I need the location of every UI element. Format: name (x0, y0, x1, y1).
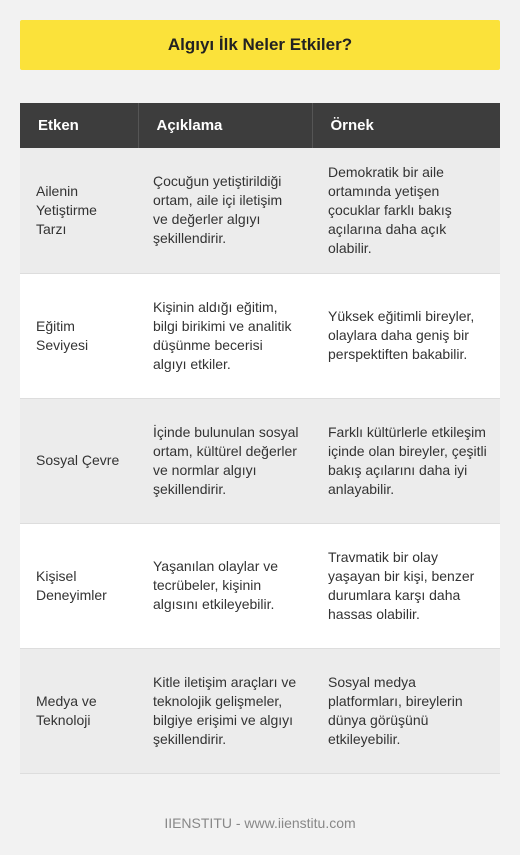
page-title: Algıyı İlk Neler Etkiler? (167, 35, 353, 54)
cell-factor: Ailenin Yetiştirme Tarzı (20, 148, 138, 273)
cell-example: Farklı kültürlerle etkileşim içinde olan bireyler, çeşitli bakış açılarını daha iyi anlayabilir. (312, 398, 500, 523)
cell-example: Demokratik bir aile ortamında yetişen çocuklar farklı bakış açılarına daha açık olabilir. (312, 148, 500, 273)
header-factor: Etken (20, 103, 138, 148)
cell-example: Yüksek eğitimli bireyler, olaylara daha geniş bir perspektiften bakabilir. (312, 273, 500, 398)
table-row (20, 398, 500, 523)
cell-example: Travmatik bir olay yaşayan bir kişi, benzer durumlara karşı daha hassas olabilir. (312, 523, 500, 648)
footer-credit: IIENSTITU - www.iienstitu.com (164, 815, 356, 831)
cell-description: Kişinin aldığı eğitim, bilgi birikimi ve analitik düşünme becerisi algıyı etkiler. (138, 273, 312, 398)
table-header-row (20, 103, 500, 148)
cell-factor: Medya ve Teknoloji (20, 648, 138, 773)
cell-example: Sosyal medya platformları, bireylerin dünya görüşünü etkileyebilir. (312, 648, 500, 773)
table-row (20, 273, 500, 398)
cell-description: Kitle iletişim araçları ve teknolojik gelişmeler, bilgiye erişimi ve algıyı şekillendirir. (138, 648, 312, 773)
table-row (20, 648, 500, 773)
cell-factor: Kişisel Deneyimler (20, 523, 138, 648)
cell-factor: Eğitim Seviyesi (20, 273, 138, 398)
factors-table (20, 103, 500, 774)
header-example: Örnek (312, 103, 500, 148)
cell-description: Çocuğun yetiştirildiği ortam, aile içi iletişim ve değerler algıyı şekillendirir. (138, 148, 312, 273)
cell-factor: Sosyal Çevre (20, 398, 138, 523)
table-row (20, 523, 500, 648)
cell-description: İçinde bulunulan sosyal ortam, kültürel değerler ve normlar algıyı şekillendirir. (138, 398, 312, 523)
table-row (20, 148, 500, 273)
header-description: Açıklama (138, 103, 312, 148)
cell-description: Yaşanılan olaylar ve tecrübeler, kişinin algısını etkileyebilir. (138, 523, 312, 648)
title-banner (20, 20, 500, 70)
